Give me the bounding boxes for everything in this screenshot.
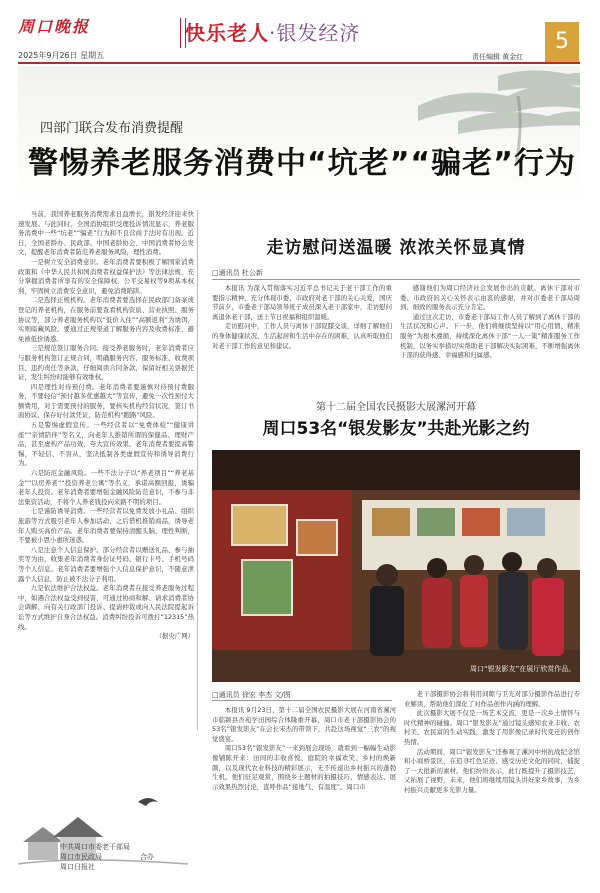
story-three-col-b [404, 690, 580, 872]
lead-paragraph: 四是理性对待预付费。老年消费者要谨慎对待预付费服务，不要轻信“预付越多优惠越大”等宣传，避免一次性预付大额费用，对于需要预付的服务，要核实机构经营状况，签订书面协议，保存好付款凭证，防范机构“跑路”风险。 [18, 382, 194, 420]
story-three-paragraph: 老干部摄影协会将利用间隙与卫光对部分摄影作品进行专业解读，帮助他们深化了对作品创作内涵的理解。 [404, 690, 580, 708]
story-two-rule [212, 279, 580, 280]
logo-text: 周口晚报 [18, 17, 91, 36]
story-three-kicker: 第十二届全国农民摄影大展漯河开幕 [316, 402, 476, 413]
organizer-line: 周口市民政局 [60, 853, 102, 861]
masthead-rule [18, 62, 580, 64]
lead-paragraph: 八是注意个人信息保护。部分经营者以赠送礼品、参与抽奖等为由，收集老年消费者身份证号码、银行卡号、手机号码等个人信息。老年消费者要增强个人信息保护意识，不随意泄露个人信息，防止被不法分子利用。 [18, 545, 194, 583]
lead-source: （据央广网） [155, 632, 194, 641]
column-divider [197, 210, 198, 730]
lead-paragraph: 当前，我国养老服务消费需求日益增长，银发经济迎来快速发展。与此同时，全国消协组织受理投诉情况显示，养老服务消费中一些“坑老”“骗老”行为和不良营商手法时有出现。近日，全国老龄办、民政部、中国老龄协会、中国消费者协会发文，提醒老年消费者防范养老服务风险，理性消费。 [18, 210, 194, 257]
lead-story-body [18, 210, 194, 770]
lead-paragraph: 一是树立安全消费意识。老年消费者要积极了解国家消费政策和《中华人民共和国消费者权益保护法》等法律法规，充分掌握消费者所享有的安全保障权、公平交易权等9项基本权利，牢固树立消费安全意识，避免消费陷阱。 [18, 257, 194, 295]
story-two-byline: □通讯员 杜公新 [212, 269, 263, 277]
story-two-col-a [212, 284, 392, 392]
lead-kicker: 四部门联合发布消费提醒 [40, 121, 184, 136]
newspaper-logo [18, 14, 90, 37]
story-three-col-a [212, 706, 396, 872]
story-three-paragraph: 本报讯 9月23日，第十二届全国农民摄影大展在河南省漯河市临颍县杏苑学田园综合体隆重开幕，周口市老干部摄影协会的53名“银发影友”在会长宋杰的带领下，共赴这场视觉“三农”的视觉盛宴。 [212, 706, 396, 743]
story-two-title: 走访慰问送温暖 浓浓关怀显真情 [266, 238, 526, 258]
lead-paragraph: 七是谨防诱导消费。一些经营者以免费发放小礼品、组织旅游等方式吸引老年人参加活动，之后借机推销商品，诱导老年人购买高价产品。老年消费者要保持清醒头脑，理性判断，不要被小恩小惠所迷惑。 [18, 507, 194, 545]
story-two-paragraph: 走访慰问中，工作人员与离休干部促膝交谈，详细了解他们的身体健康状况、生活起居和生活中存在的困难，认真听取他们对老干部工作的意见和建议。 [212, 322, 392, 350]
section-main: 快乐老人 [185, 21, 269, 45]
section-title [185, 17, 360, 46]
story-three-title: 周口53名“银发影友”共赴光影之约 [262, 419, 530, 439]
story-two-paragraph: 感谢他们为周口经济社会发展作出的贡献。离休干部对市委、市政府的关心关怀表示由衷的感谢，并对市委老干部局周到、细致的服务表示充分肯定。 [400, 284, 580, 312]
lead-paragraph: 五是警惕虚假宣传。一些经营者以“免费体检”“健康讲座”“亲情陪伴”等名义，向老年人推销所谓的保健品、理财产品，甚至虚构产品功效，夸大宣传效果。老年消费者要提高警惕，不轻信、不盲从，坚决抵制各类虚假宣传和诱导消费行为。 [18, 421, 194, 468]
lead-paragraph: 三是规范签订服务合同。接受养老服务时，老年消费者应与服务机构签订正规合同，明确服务内容、服务标准、收费项目、违约责任等条款，仔细阅读合同条款，保留好相关票据凭证，发生纠纷时能够有效维权。 [18, 344, 194, 382]
exhibition-photo-illustration [212, 450, 580, 682]
editor-credit: 责任编辑 黄金红 [472, 53, 524, 61]
story-two-col-b [400, 284, 580, 392]
story-three-paragraph: 此次摄影大展不仅是一场艺术交流，更是一次乡土情怀与时代精神的碰撞。周口“银发影友”通过镜头感知农业丰收、农村美、农民富的生动实践，激发了用影像记录时代变迁的创作热情。 [404, 709, 580, 746]
exhibition-photo [212, 450, 580, 682]
photo-caption: 周口“银发影友”在展厅欣赏作品。 [470, 665, 576, 673]
lead-headline: 警惕养老服务消费中“坑老”“骗老”行为 [28, 146, 576, 181]
story-three-paragraph: 活动期间，周口“银发影友”还参观了漯河中州抗战纪念馆和小商桥景区，在追寻红色足迹、感受历史文化的同时，捕捉了一大批新的素材。他们纷纷表示，此行既提升了摄影技艺，又拓展了视野，未来，他们将继续用镜头讲好家乡故事，为乡村振兴贡献更多光影力量。 [404, 747, 580, 794]
story-two-paragraph: 本报讯 为深入贯彻落实习近平总书记关于老干部工作的重要指示精神，充分体现市委、市政府对老干部的关心关爱，国庆节前夕，市委老干部局领导班子成员深入老干部家中，走访慰问离退休老干部，送上节日祝福和组织温暖。 [212, 284, 392, 321]
lead-paragraph: 六是防范金融风险。一些不法分子以“养老项目”“养老基金”“以房养老”“投资养老公寓”等名义，承诺高额回报，诱骗老年人投资。老年消费者要增强金融风险防范意识，不参与非法集资活动，不将个人养老钱投向来路不明的项目。 [18, 469, 194, 506]
story-three-paragraph: 周口53名“银发影友”一来到展会现场，就看到一幅幅生动影像铺陈开来：田间的丰收喜悦、庭院的幸福欢笑、乡村的焕新颜，以及现代农业科技的精彩展示，无不传递出乡村振兴的蓬勃生机。他们驻足观赏，围绕乡土题材的拍摄技巧、情感表达、展示效果热烈讨论，直呼作品“接地气、有温度”。周口市 [212, 744, 396, 791]
story-three-rule [212, 700, 392, 701]
page-number: 5 [545, 22, 579, 62]
story-three-byline: □通讯员 徐宏 李杰 文/图 [212, 691, 291, 699]
story-two-paragraph: 通过这次走访，市委老干部局工作人员了解到了离休干部的生活状况和心声。下一步，他们将继续坚持以“用心用情、精准服务”为根本遵循，持续深化离休干部“一人一策”精准服务工作机制，以务实举措切实帮助老干部解决实际困难，不断增强离休干部的获得感、幸福感和归属感。 [400, 312, 580, 360]
lead-paragraph: 九是依法维护合法权益。老年消费者在接受养老服务过程中，如遇合法权益受到侵害，可通过协商和解、请求消费者协会调解、向有关行政部门投诉、提请仲裁或向人民法院提起诉讼等方式维护自身合法权益。消费纠纷投诉可拨打“12315”热线。 [18, 584, 194, 631]
organizer-line: 周口日报社 [60, 863, 95, 871]
organizer-suffix: 合办 [140, 853, 154, 861]
section-sub: ·银发经济 [269, 21, 361, 45]
lead-paragraph: 二是选择正规机构。老年消费者要选择在民政部门备案或登记的养老机构，在服务前要查看机构资质、营业执照、服务协议等，部分养老服务机构以“低价入住”“高额返利”为诱饵，实则暗藏风险。要通过正规渠道了解服务内容及收费标准，避免被低价诱惑。 [18, 296, 194, 343]
organizers-list [60, 842, 130, 872]
issue-date: 2025年9月26日 星期五 [18, 51, 105, 60]
organizer-line: 中共周口市委老干部局 [60, 843, 130, 851]
